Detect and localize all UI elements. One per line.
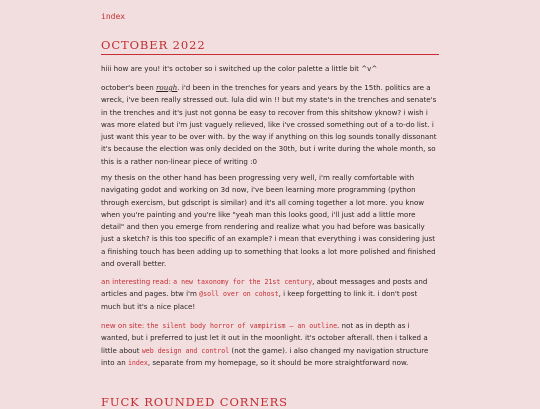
- new-on-site-label: new on site:: [101, 321, 145, 330]
- index-link[interactable]: index: [101, 12, 126, 21]
- interesting-read-paragraph: [101, 276, 439, 313]
- text: october's been: [101, 83, 157, 92]
- index-inline-link[interactable]: index: [127, 358, 148, 367]
- thesis-paragraph: my thesis on the other hand has been progressing very well, i'm really comfortable with navigating godot and working on 3d now, i've been learning more programming (python through exercism, but gdscript is similar) and it's all coming together a lot more. you know when you're painting and you're like "yeah man this looks good, i'll just add a little more detail" and then you emerge from rendering and realize what you had before was basically just a sketch? is this too specific of an example? i mean that everything i was considering just a finishing touch has been adding up to something that looks a lot more polished and finished and overall better.: [101, 173, 436, 269]
- section-title-2: FUCK ROUNDED CORNERS: [101, 395, 288, 409]
- text: . not as in depth as i wanted, but i preferred to just let it out in the moonlight. it's october afterall. then i talked a little about: [101, 321, 428, 355]
- vampirism-link[interactable]: the silent body horror of vampirism — an outline: [146, 322, 338, 330]
- title-divider: [101, 54, 439, 55]
- text: , about messages and posts and articles and pages. btw i'm: [101, 277, 428, 299]
- new-on-site-paragraph: [101, 320, 439, 369]
- section-title: OCTOBER 2022: [101, 38, 206, 52]
- cohost-link[interactable]: @soll over on cohost: [199, 290, 279, 299]
- intro-paragraph: hiii how are you! it's october so i switched up the color palette a little bit ^v^: [101, 64, 378, 73]
- taxonomy-link[interactable]: a new taxonomy for the 21st century: [173, 278, 313, 286]
- text: , separate from my homepage, so it should be more straightforward now.: [147, 357, 409, 367]
- text: . i'd been in the trenches for years and years by the 15th. politics are a wreck, i've been really stressed out. lula did win !! but my state's in the trenches and senate's in the trenches and it's just not gonna be easy to recover from this shitshow yknow? i wish i was more elated but i'm just vaguely relieved, like i've crossed something out of a to-do list. i just want this year to be over with. by the way if anything on this log sounds tonally dissonant it's because the election was only decided on the 30th, but i write during the whole month, so this is a rather non-linear piece of writing :0: [101, 83, 437, 166]
- october-paragraph: [101, 82, 439, 168]
- web-design-link[interactable]: web design and control: [141, 346, 230, 355]
- text: (not the game). i also changed my navigation structure into an: [101, 345, 429, 367]
- emphasis-rough: rough: [156, 83, 178, 92]
- interesting-read-label: an interesting read:: [101, 277, 171, 286]
- text: , i keep forgetting to link it. i don't post much but it's a nice place!: [101, 289, 418, 311]
